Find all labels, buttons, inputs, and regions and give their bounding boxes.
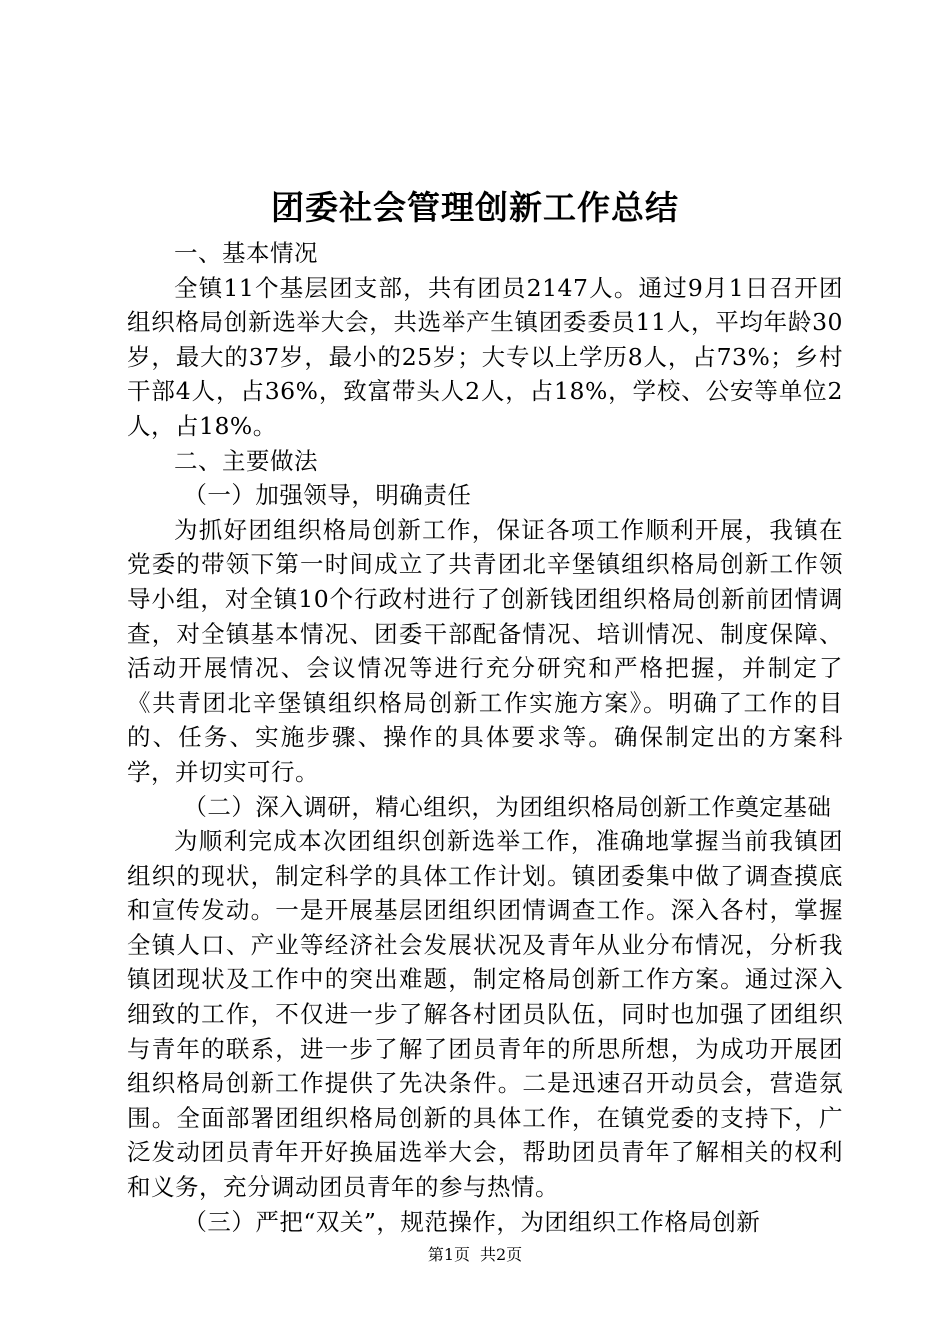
subsection-heading-2: （二）深入调研，精心组织，为团组织格局创新工作奠定基础 [183,792,832,821]
section-heading-basic-situation: 一、基本情况 [174,239,318,267]
document-title: 团委社会管理创新工作总结 [271,188,679,227]
page-number: 第1页 [427,1245,470,1264]
subsection-heading-3: （三）严把“双关”，规范操作，为团组织工作格局创新 [183,1207,761,1236]
page-total: 共2页 [480,1245,523,1264]
document-body [127,236,843,1239]
subsection-heading-1: （一）加强领导，明确责任 [183,481,472,510]
section-heading-main-practices: 二、主要做法 [174,446,318,475]
paragraph-subsection-1: 为抓好团组织格局创新工作，保证各项工作顺利开展，我镇在党委的带领下第一时间成立了共青团北辛堡镇组织格局创新工作领导小组，对全镇10个行政村进行了创新钱团组织格局创新前团情调查，对全镇基本情况、团委干部配备情况、培训情况、制度保障、活动开展情况、会议情况等进行充分研究和严格把握，并制定了《共青团北辛堡镇组织格局创新工作实施方案》。明确了工作的目的、任务、实施步骤、操作的具体要求等。确保制定出的方案科学，并切实可行。 [127,515,843,786]
page-footer [0,1244,950,1266]
paragraph-basic-situation: 全镇11个基层团支部，共有团员2147人。通过9月1日召开团组织格局创新选举大会，共选举产生镇团委委员11人，平均年龄30岁，最大的37岁，最小的25岁；大专以上学历8人，占73%；乡村干部4人，占36%，致富带头人2人，占18%，学校、公安等单位2人，占18%。 [127,273,843,440]
paragraph-subsection-2: 为顺利完成本次团组织创新选举工作，准确地掌握当前我镇团组织的现状，制定科学的具体工作计划。镇团委集中做了调查摸底和宣传发动。一是开展基层团组织团情调查工作。深入各村，掌握全镇人口、产业等经济社会发展状况及青年从业分布情况，分析我镇团现状及工作中的突出难题，制定格局创新工作方案。通过深入细致的工作，不仅进一步了解各村团员队伍，同时也加强了团组织与青年的联系，进一步了解了团员青年的所思所想，为成功开展团组织格局创新工作提供了先决条件。二是迅速召开动员会，营造氛围。全面部署团组织格局创新的具体工作，在镇党委的支持下，广泛发动团员青年开好换届选举大会，帮助团员青年了解相关的权利和义务，充分调动团员青年的参与热情。 [127,827,843,1202]
